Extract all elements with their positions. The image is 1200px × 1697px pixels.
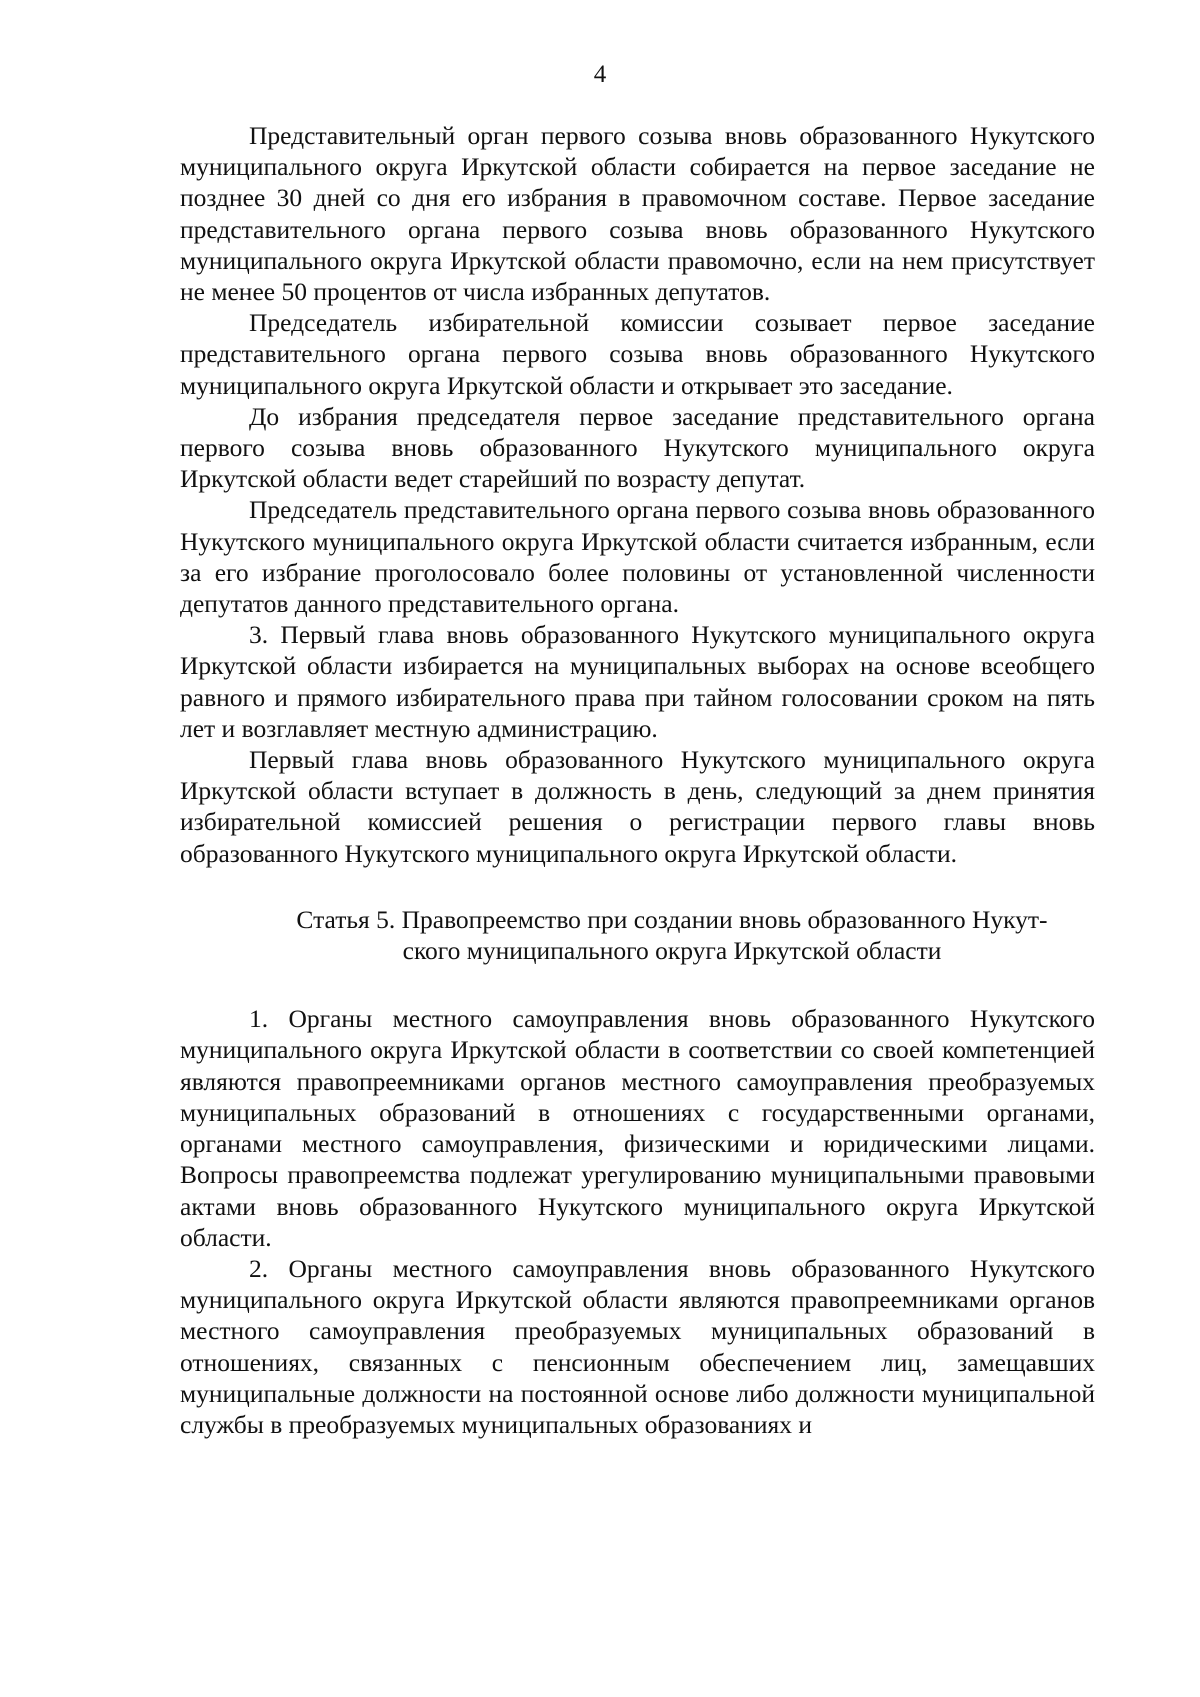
article-5-heading [180,904,1095,966]
paragraph-succession-1: 1. Органы местного самоуправления вновь образованного Нукутского муниципального округа Иркутской области в соответствии со своей компетенцией являются правопреемниками органов местного самоуправления преобразуемых муниципальных образований в отношениях с государственными органами, органами местного самоуправления, физическими и юридическими лицами. Вопросы правопреемства подлежат урегулированию муниципальными правовыми актами вновь образованного Нукутского муниципального округа Иркутской области. [180,1004,1095,1252]
paragraph-first-head-election: 3. Первый глава вновь образованного Нукутского муниципального округа Иркутской области избирается на муниципальных выборах на основе всеобщего равного и прямого избирательного права при тайном голосовании сроком на пять лет и возглавляет местную администрацию. [180,620,1095,743]
article-5-heading-line-2: ского муниципального округа Иркутской области [402,936,942,966]
paragraph-commission-chair: Председатель избирательной комиссии созывает первое заседание представительного органа первого созыва вновь образованного Нукутского муниципального округа Иркутской области и открывает это заседание. [180,308,1095,400]
page-number: 4 [593,61,607,88]
paragraph-succession-2: 2. Органы местного самоуправления вновь образованного Нукутского муниципального округа Иркутской области являются правопреемниками органов местного самоуправления преобразуемых муниципальных образований в отношениях, связанных с пенсионным обеспечением лиц, замещавших муниципальные должности на постоянной основе либо должности муниципальной службы в преобразуемых муниципальных образованиях и [180,1253,1095,1439]
paragraph-first-head-office: Первый глава вновь образованного Нукутского муниципального округа Иркутской области вступает в должность в день, следующий за днем принятия избирательной комиссией решения о регистрации первого главы вновь образованного Нукутского муниципального округа Иркутской области. [180,745,1095,868]
paragraph-eldest-deputy: До избрания председателя первое заседание представительного органа первого созыва вновь образованного Нукутского муниципального округа Иркутской области ведет старейший по возрасту депутат. [180,401,1095,494]
article-5-heading-line-1: Статья 5. Правопреемство при создании вновь образованного Нукут- [296,904,1048,934]
paragraph-chair-elected: Председатель представительного органа первого созыва вновь образованного Нукутского муниципального округа Иркутской области считается избранным, если за его избрание проголосовало более половины от установленной численности депутатов данного представительного органа. [180,495,1095,619]
document-body [180,120,1095,1440]
paragraph-first-session: Представительный орган первого созыва вновь образованного Нукутского муниципального округа Иркутской области собирается на первое заседание не позднее 30 дней со дня его избрания в правомочном составе. Первое заседание представительного органа первого созыва вновь образованного Нукутского муниципального округа Иркутской области правомочно, если на нем присутствует не менее 50 процентов от числа избранных депутатов. [180,121,1095,307]
